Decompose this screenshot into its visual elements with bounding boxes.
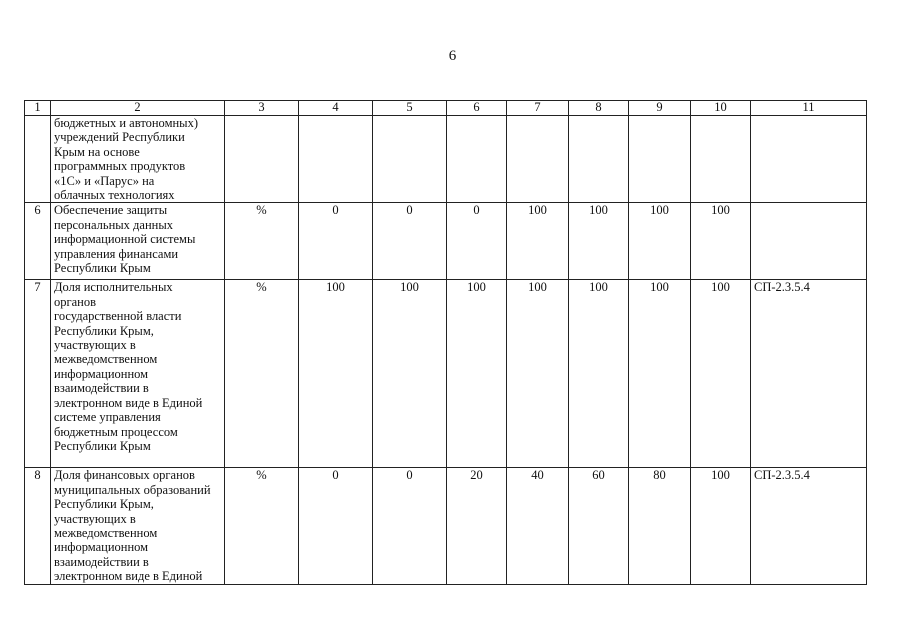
value-cell: 100 [691, 468, 751, 584]
column-header: 9 [629, 101, 691, 116]
row-number: 8 [25, 468, 51, 584]
indicators-table [24, 100, 867, 585]
unit-cell: % [225, 280, 299, 468]
value-cell: 0 [447, 203, 507, 280]
value-cell [507, 116, 569, 203]
value-cell: 0 [299, 468, 373, 584]
value-cell: 0 [373, 468, 447, 584]
value-cell: 100 [569, 203, 629, 280]
column-header: 4 [299, 101, 373, 116]
value-cell: 80 [629, 468, 691, 584]
column-header: 2 [51, 101, 225, 116]
value-cell: 100 [691, 203, 751, 280]
table-row [25, 280, 867, 468]
reference-cell [751, 116, 867, 203]
row-number: 6 [25, 203, 51, 280]
value-cell: 40 [507, 468, 569, 584]
value-cell: 100 [507, 203, 569, 280]
value-cell: 100 [507, 280, 569, 468]
value-cell [569, 116, 629, 203]
indicator-description: Доля исполнительных органов государственной власти Республики Крым, участвующих в межведомственном информационном взаимодействии в электронном виде в Единой системе управления бюджетным процессом Республики Крым [51, 280, 225, 468]
reference-cell: СП-2.3.5.4 [751, 280, 867, 468]
row-number [25, 116, 51, 203]
value-cell: 100 [629, 280, 691, 468]
column-header: 6 [447, 101, 507, 116]
reference-cell [751, 203, 867, 280]
value-cell: 100 [691, 280, 751, 468]
value-cell [691, 116, 751, 203]
table-row [25, 116, 867, 203]
table-row [25, 203, 867, 280]
column-header: 7 [507, 101, 569, 116]
value-cell: 100 [299, 280, 373, 468]
value-cell [299, 116, 373, 203]
value-cell [373, 116, 447, 203]
value-cell: 100 [569, 280, 629, 468]
column-header: 10 [691, 101, 751, 116]
column-header: 3 [225, 101, 299, 116]
column-header: 8 [569, 101, 629, 116]
value-cell: 0 [299, 203, 373, 280]
value-cell: 20 [447, 468, 507, 584]
page-number: 6 [448, 48, 457, 64]
unit-cell: % [225, 203, 299, 280]
value-cell: 100 [629, 203, 691, 280]
table-row [25, 468, 867, 584]
unit-cell: % [225, 468, 299, 584]
value-cell: 60 [569, 468, 629, 584]
header-row [25, 101, 867, 116]
value-cell [447, 116, 507, 203]
unit-cell [225, 116, 299, 203]
indicator-description: Доля финансовых органов муниципальных образований Республики Крым, участвующих в межведомственном информационном взаимодействии в электронном виде в Единой [51, 468, 225, 584]
indicator-description: Обеспечение защиты персональных данных информационной системы управления финансами Республики Крым [51, 203, 225, 280]
value-cell: 100 [447, 280, 507, 468]
reference-cell: СП-2.3.5.4 [751, 468, 867, 584]
column-header: 11 [751, 101, 867, 116]
column-header: 5 [373, 101, 447, 116]
column-header: 1 [25, 101, 51, 116]
value-cell: 0 [373, 203, 447, 280]
row-number: 7 [25, 280, 51, 468]
value-cell [629, 116, 691, 203]
indicator-description: бюджетных и автономных) учреждений Республики Крым на основе программных продуктов «1С» и «Парус» на облачных технологиях [51, 116, 225, 203]
value-cell: 100 [373, 280, 447, 468]
